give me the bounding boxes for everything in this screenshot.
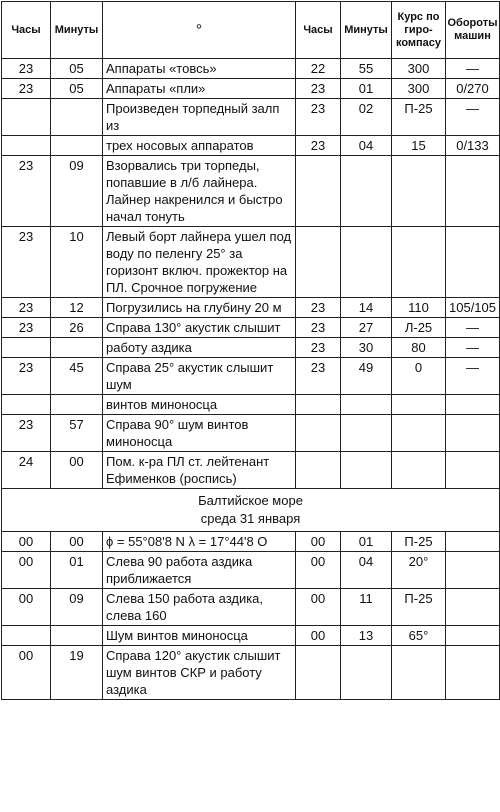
log-body-second bbox=[2, 532, 500, 700]
cell-course: 300 bbox=[392, 79, 446, 99]
table-row bbox=[2, 452, 500, 489]
cell-revolutions: 105/105 bbox=[446, 298, 500, 318]
cell-hours-2: 23 bbox=[296, 298, 341, 318]
cell-minutes-2: 27 bbox=[341, 318, 392, 338]
cell-course: 20° bbox=[392, 552, 446, 589]
header-minutes-2: Минуты bbox=[341, 2, 392, 59]
table-row bbox=[2, 532, 500, 552]
cell-minutes: 19 bbox=[51, 646, 103, 700]
cell-course: 65° bbox=[392, 626, 446, 646]
cell-event: Аппараты «товсь» bbox=[103, 59, 296, 79]
cell-minutes-2: 11 bbox=[341, 589, 392, 626]
cell-revolutions bbox=[446, 626, 500, 646]
cell-revolutions: 0/133 bbox=[446, 136, 500, 156]
cell-hours bbox=[2, 338, 51, 358]
cell-minutes: 26 bbox=[51, 318, 103, 338]
cell-hours: 00 bbox=[2, 552, 51, 589]
cell-revolutions bbox=[446, 646, 500, 700]
cell-hours: 23 bbox=[2, 358, 51, 395]
cell-minutes: 09 bbox=[51, 156, 103, 227]
cell-minutes bbox=[51, 626, 103, 646]
cell-event: Произведен торпедный залп из bbox=[103, 99, 296, 136]
cell-revolutions bbox=[446, 156, 500, 227]
cell-hours bbox=[2, 99, 51, 136]
header-hours: Часы bbox=[2, 2, 51, 59]
cell-minutes-2: 30 bbox=[341, 338, 392, 358]
cell-minutes bbox=[51, 338, 103, 358]
cell-hours: 00 bbox=[2, 589, 51, 626]
cell-hours-2 bbox=[296, 227, 341, 298]
cell-hours-2 bbox=[296, 395, 341, 415]
table-row bbox=[2, 79, 500, 99]
cell-hours bbox=[2, 395, 51, 415]
cell-hours-2: 23 bbox=[296, 338, 341, 358]
cell-course: 110 bbox=[392, 298, 446, 318]
cell-minutes bbox=[51, 136, 103, 156]
cell-course: Л-25 bbox=[392, 318, 446, 338]
cell-minutes: 05 bbox=[51, 79, 103, 99]
cell-hours: 23 bbox=[2, 79, 51, 99]
cell-hours: 23 bbox=[2, 59, 51, 79]
cell-minutes: 00 bbox=[51, 452, 103, 489]
cell-hours-2: 23 bbox=[296, 318, 341, 338]
cell-hours: 24 bbox=[2, 452, 51, 489]
header-hours-2: Часы bbox=[296, 2, 341, 59]
cell-minutes-2: 02 bbox=[341, 99, 392, 136]
cell-minutes-2: 14 bbox=[341, 298, 392, 318]
cell-hours-2: 00 bbox=[296, 589, 341, 626]
table-row bbox=[2, 646, 500, 700]
cell-revolutions bbox=[446, 589, 500, 626]
cell-minutes: 05 bbox=[51, 59, 103, 79]
cell-minutes-2: 01 bbox=[341, 79, 392, 99]
cell-course: 0 bbox=[392, 358, 446, 395]
cell-minutes-2 bbox=[341, 452, 392, 489]
cell-minutes-2: 13 bbox=[341, 626, 392, 646]
log-body-first bbox=[2, 59, 500, 489]
cell-revolutions bbox=[446, 532, 500, 552]
header-revolutions: Обороты машин bbox=[446, 2, 500, 59]
cell-revolutions bbox=[446, 395, 500, 415]
cell-event: Погрузились на глубину 20 м bbox=[103, 298, 296, 318]
cell-minutes-2 bbox=[341, 395, 392, 415]
cell-minutes bbox=[51, 99, 103, 136]
header-course: Курс по гиро-компасу bbox=[392, 2, 446, 59]
cell-revolutions bbox=[446, 415, 500, 452]
cell-minutes-2: 49 bbox=[341, 358, 392, 395]
cell-event: Слева 150 работа аздика, слева 160 bbox=[103, 589, 296, 626]
cell-hours-2: 00 bbox=[296, 532, 341, 552]
cell-hours-2: 00 bbox=[296, 626, 341, 646]
cell-minutes: 12 bbox=[51, 298, 103, 318]
cell-revolutions bbox=[446, 552, 500, 589]
cell-course bbox=[392, 156, 446, 227]
cell-event: Справа 90° шум винтов миноносца bbox=[103, 415, 296, 452]
header-row bbox=[2, 2, 500, 59]
cell-revolutions: — bbox=[446, 318, 500, 338]
cell-hours-2 bbox=[296, 415, 341, 452]
cell-minutes: 09 bbox=[51, 589, 103, 626]
cell-revolutions: — bbox=[446, 99, 500, 136]
cell-course bbox=[392, 452, 446, 489]
cell-hours: 23 bbox=[2, 156, 51, 227]
cell-minutes: 10 bbox=[51, 227, 103, 298]
cell-revolutions: — bbox=[446, 338, 500, 358]
cell-minutes: 45 bbox=[51, 358, 103, 395]
cell-minutes-2: 04 bbox=[341, 136, 392, 156]
cell-course: П-25 bbox=[392, 589, 446, 626]
cell-hours-2 bbox=[296, 646, 341, 700]
cell-minutes-2 bbox=[341, 156, 392, 227]
cell-hours-2: 23 bbox=[296, 99, 341, 136]
cell-minutes bbox=[51, 395, 103, 415]
cell-event: Справа 120° акустик слышит шум винтов СКР и работу аздика bbox=[103, 646, 296, 700]
table-row bbox=[2, 298, 500, 318]
cell-minutes: 00 bbox=[51, 532, 103, 552]
cell-hours: 23 bbox=[2, 298, 51, 318]
table-row bbox=[2, 415, 500, 452]
cell-course bbox=[392, 395, 446, 415]
cell-hours bbox=[2, 136, 51, 156]
cell-event: трех носовых аппаратов bbox=[103, 136, 296, 156]
cell-event: Аппараты «пли» bbox=[103, 79, 296, 99]
cell-hours: 23 bbox=[2, 415, 51, 452]
header-minutes: Минуты bbox=[51, 2, 103, 59]
cell-hours-2 bbox=[296, 156, 341, 227]
cell-event: Справа 25° акустик слышит шум bbox=[103, 358, 296, 395]
cell-event: Шум винтов миноносца bbox=[103, 626, 296, 646]
cell-event: Взорвались три торпеды, попавшие в л/б лайнера. Лайнер накренился и быстро начал тонуть bbox=[103, 156, 296, 227]
cell-course bbox=[392, 415, 446, 452]
cell-course: П-25 bbox=[392, 532, 446, 552]
section-line-2: среда 31 января bbox=[200, 511, 301, 526]
section-line-1: Балтийское море bbox=[198, 493, 303, 508]
table-row bbox=[2, 589, 500, 626]
table-row bbox=[2, 338, 500, 358]
cell-course: П-25 bbox=[392, 99, 446, 136]
cell-course: 300 bbox=[392, 59, 446, 79]
cell-hours bbox=[2, 626, 51, 646]
section-row bbox=[2, 489, 500, 532]
cell-event: Левый борт лайнера ушел под воду по пеленгу 25° за горизонт включ. прожектор на ПЛ. Срочное погружение bbox=[103, 227, 296, 298]
cell-hours-2 bbox=[296, 452, 341, 489]
cell-revolutions: — bbox=[446, 358, 500, 395]
table-row bbox=[2, 318, 500, 338]
cell-minutes-2 bbox=[341, 646, 392, 700]
cell-hours-2: 23 bbox=[296, 79, 341, 99]
cell-minutes-2: 04 bbox=[341, 552, 392, 589]
log-table bbox=[1, 1, 500, 700]
cell-course: 15 bbox=[392, 136, 446, 156]
cell-hours: 23 bbox=[2, 318, 51, 338]
table-row bbox=[2, 395, 500, 415]
cell-event: Справа 130° акустик слышит bbox=[103, 318, 296, 338]
cell-event: Пом. к-ра ПЛ ст. лейтенант Ефименков (роспись) bbox=[103, 452, 296, 489]
cell-course: 80 bbox=[392, 338, 446, 358]
table-row bbox=[2, 552, 500, 589]
cell-minutes-2 bbox=[341, 415, 392, 452]
table-row bbox=[2, 156, 500, 227]
cell-hours: 00 bbox=[2, 532, 51, 552]
table-row bbox=[2, 358, 500, 395]
section-heading bbox=[2, 489, 500, 532]
cell-minutes: 57 bbox=[51, 415, 103, 452]
table-row bbox=[2, 136, 500, 156]
cell-revolutions bbox=[446, 452, 500, 489]
cell-hours: 23 bbox=[2, 227, 51, 298]
cell-hours-2: 23 bbox=[296, 136, 341, 156]
cell-event: ϕ = 55°08'8 N λ = 17°44'8 O bbox=[103, 532, 296, 552]
cell-course bbox=[392, 227, 446, 298]
table-row bbox=[2, 227, 500, 298]
table-row bbox=[2, 99, 500, 136]
log-section bbox=[2, 489, 500, 532]
cell-hours-2: 22 bbox=[296, 59, 341, 79]
table-row bbox=[2, 626, 500, 646]
header-event: ° bbox=[103, 2, 296, 59]
cell-hours: 00 bbox=[2, 646, 51, 700]
table-row bbox=[2, 59, 500, 79]
cell-event: винтов миноносца bbox=[103, 395, 296, 415]
cell-hours-2: 23 bbox=[296, 358, 341, 395]
cell-course bbox=[392, 646, 446, 700]
cell-revolutions bbox=[446, 227, 500, 298]
cell-hours-2: 00 bbox=[296, 552, 341, 589]
cell-minutes-2: 55 bbox=[341, 59, 392, 79]
cell-minutes-2 bbox=[341, 227, 392, 298]
cell-event: работу аздика bbox=[103, 338, 296, 358]
cell-minutes: 01 bbox=[51, 552, 103, 589]
cell-revolutions: 0/270 bbox=[446, 79, 500, 99]
cell-minutes-2: 01 bbox=[341, 532, 392, 552]
cell-revolutions: — bbox=[446, 59, 500, 79]
cell-event: Слева 90 работа аздика приближается bbox=[103, 552, 296, 589]
